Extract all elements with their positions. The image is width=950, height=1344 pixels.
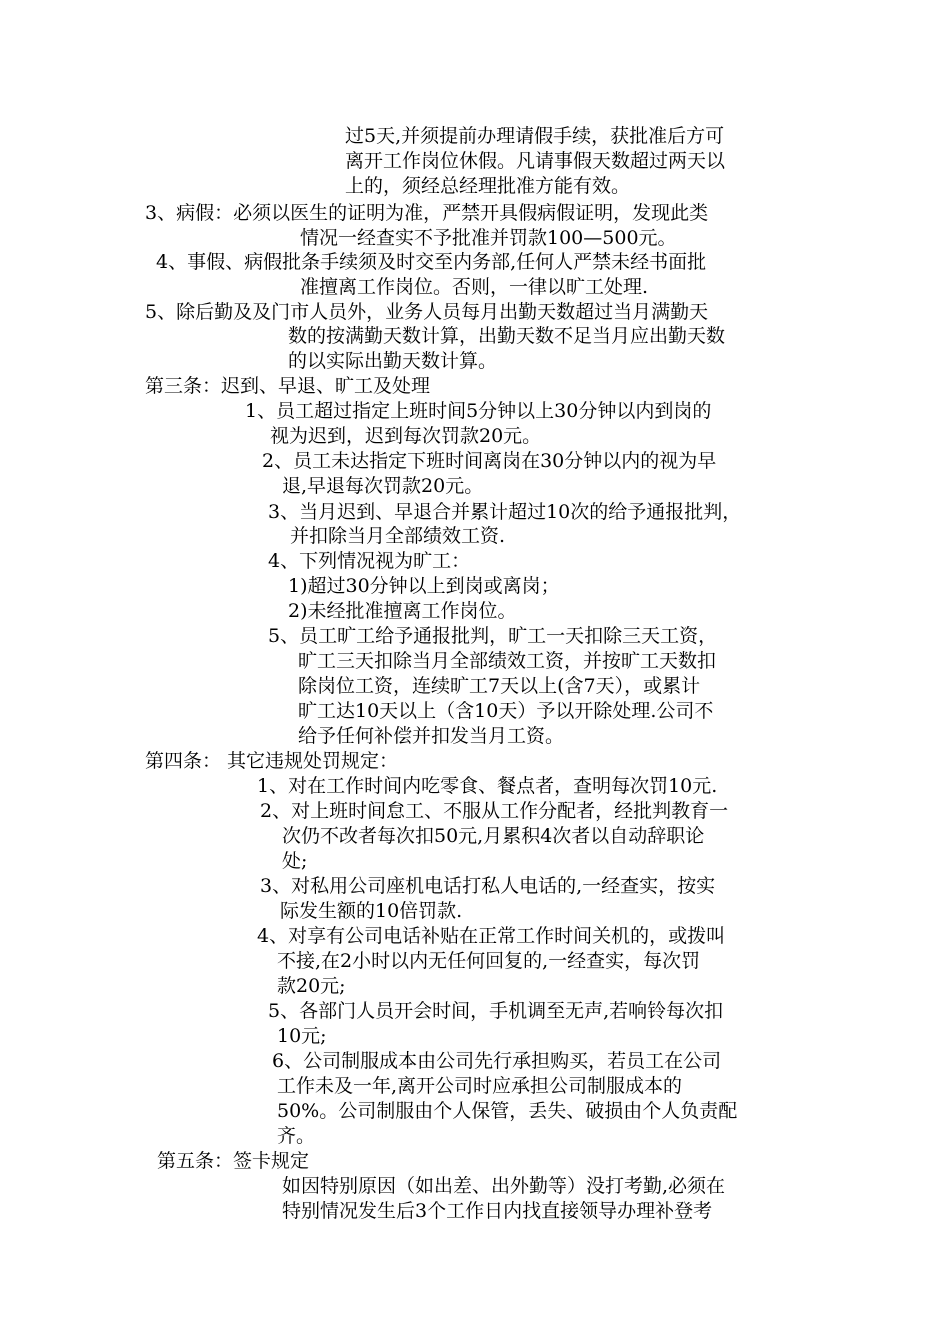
text-line: 数的按满勤天数计算，出勤天数不足当月应出勤天数 xyxy=(288,325,726,347)
text-line: 6、公司制服成本由公司先行承担购买，若员工在公司 xyxy=(272,1050,722,1072)
text-line: 2、对上班时间怠工、不服从工作分配者，经批判教育一 xyxy=(260,800,729,822)
text-line: 给予任何补偿并扣发当月工资。 xyxy=(298,725,565,747)
text-line: 准擅离工作岗位。否则，一律以旷工处理. xyxy=(300,276,649,298)
text-line: 上的，须经总经理批准方能有效。 xyxy=(345,175,631,197)
text-line: 3、对私用公司座机电话打私人电话的,一经查实，按实 xyxy=(260,875,716,897)
text-line: 2)未经批准擅离工作岗位。 xyxy=(288,600,517,622)
text-line: 4、下列情况视为旷工： xyxy=(268,550,471,572)
text-line: 50%。公司制服由个人保管，丢失、破损由个人负责配 xyxy=(277,1100,738,1122)
text-line: 情况一经查实不予批准并罚款100—500元。 xyxy=(300,227,677,249)
text-line: 视为迟到，迟到每次罚款20元。 xyxy=(270,425,542,447)
section-heading: 第三条：迟到、早退、旷工及处理 xyxy=(145,375,431,397)
text-line: 特别情况发生后3个工作日内找直接领导办理补登考 xyxy=(282,1200,713,1222)
text-line: 3、当月迟到、早退合并累计超过10次的给予通报批判， xyxy=(268,501,742,523)
section-heading: 第四条： 其它违规处罚规定： xyxy=(145,750,399,772)
text-line: 的以实际出勤天数计算。 xyxy=(288,350,498,372)
text-line: 4、对享有公司电话补贴在正常工作时间关机的，或拨叫 xyxy=(257,925,726,947)
text-line: 次仍不改者每次扣50元,月累积4次者以自动辞职论 xyxy=(282,825,705,847)
text-line: 处; xyxy=(282,850,308,872)
text-line: 5、各部门人员开会时间，手机调至无声,若响铃每次扣 xyxy=(268,1000,724,1022)
text-line: 离开工作岗位休假。凡请事假天数超过两天以 xyxy=(345,150,726,172)
text-line: 1)超过30分钟以上到岗或离岗； xyxy=(288,575,560,597)
text-line: 过5天,并须提前办理请假手续，获批准后方可 xyxy=(345,125,725,147)
text-line: 并扣除当月全部绩效工资. xyxy=(290,525,506,547)
section-heading: 第五条：签卡规定 xyxy=(157,1150,310,1172)
text-line: 10元; xyxy=(277,1025,327,1047)
text-line: 退,早退每次罚款20元。 xyxy=(282,475,484,497)
text-line: 工作未及一年,离开公司时应承担公司制服成本的 xyxy=(277,1075,683,1097)
text-line: 际发生额的10倍罚款. xyxy=(280,900,463,922)
text-line: 除岗位工资，连续旷工7天以上(含7天），或累计 xyxy=(298,675,701,697)
text-line: 5、员工旷工给予通报批判，旷工一天扣除三天工资， xyxy=(268,625,718,647)
text-line: 旷工三天扣除当月全部绩效工资，并按旷工天数扣 xyxy=(298,650,717,672)
text-line: 不接,在2小时以内无任何回复的,一经查实，每次罚 xyxy=(277,950,701,972)
text-line: 2、员工未达指定下班时间离岗在30分钟以内的视为早 xyxy=(262,450,717,472)
text-line: 5、除后勤及及门市人员外，业务人员每月出勤天数超过当月满勤天 xyxy=(145,301,709,323)
text-line: 1、员工超过指定上班时间5分钟以上30分钟以内到岗的 xyxy=(245,400,712,422)
text-line: 3、病假：必须以医生的证明为准，严禁开具假病假证明，发现此类 xyxy=(145,202,709,224)
text-line: 如因特别原因（如出差、出外勤等）没打考勤,必须在 xyxy=(282,1175,726,1197)
text-line: 旷工达10天以上（含10天）予以开除处理.公司不 xyxy=(298,700,714,722)
text-line: 款20元; xyxy=(277,975,346,997)
text-line: 齐。 xyxy=(277,1125,316,1147)
text-line: 4、事假、病假批条手续须及时交至内务部,任何人严禁未经书面批 xyxy=(156,251,707,273)
text-line: 1、对在工作时间内吃零食、餐点者，查明每次罚10元. xyxy=(257,775,718,797)
